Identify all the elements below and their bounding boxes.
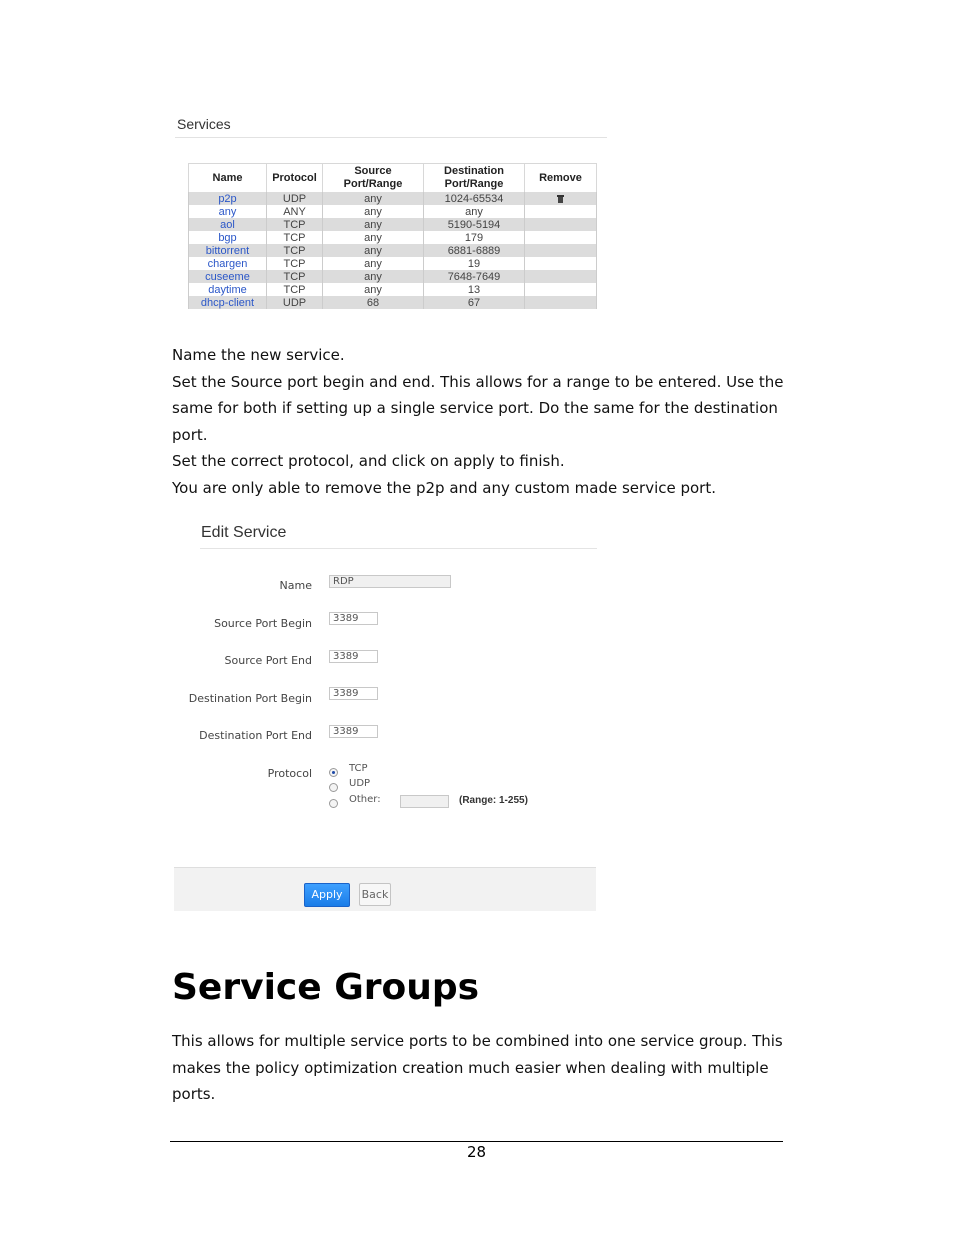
remove-cell [525,218,597,231]
table-row [189,283,597,296]
trash-icon[interactable] [557,195,564,203]
instruction-line: Set the Source port begin and end. This allows for a range to be entered. Use the same for both if setting up a single service port. Do the same for the destination port. [172,372,784,444]
table-row [189,192,597,205]
service-protocol: UDP [267,192,323,205]
destination-port-begin-label: Destination Port Begin [188,692,312,705]
protocol-udp-radio[interactable] [329,783,338,792]
protocol-tcp-radio[interactable] [329,768,338,777]
remove-cell [525,205,597,218]
protocol-label: Protocol [267,767,312,780]
service-source: any [323,218,424,231]
destination-port-end-label: Destination Port End [199,729,312,742]
header-destination-line1: Destination [444,165,504,177]
table-row [189,296,597,309]
service-destination: 7648-7649 [424,270,525,283]
header-destination[interactable] [424,164,525,193]
service-source: any [323,205,424,218]
service-name-link[interactable]: any [189,205,267,218]
service-destination: 6881-6889 [424,244,525,257]
service-name-link[interactable]: p2p [189,192,267,205]
protocol-tcp-label: TCP [349,763,368,774]
services-divider [175,137,607,138]
destination-port-end-input[interactable]: 3389 [329,725,378,738]
table-row [189,257,597,270]
service-protocol: UDP [267,296,323,309]
service-source: any [323,231,424,244]
service-protocol: TCP [267,270,323,283]
service-source: any [323,257,424,270]
table-row [189,205,597,218]
service-source: any [323,192,424,205]
protocol-udp-label: UDP [349,778,371,789]
instruction-line: You are only able to remove the p2p and any custom made service port. [172,478,716,497]
header-source[interactable]: Source Port/Range [323,164,424,193]
header-protocol[interactable]: Protocol [267,164,323,193]
remove-cell [525,231,597,244]
service-protocol: TCP [267,231,323,244]
back-button[interactable]: Back [359,883,391,906]
protocol-other-label: Other: [349,794,381,805]
service-destination: 67 [424,296,525,309]
service-name-link[interactable]: dhcp-client [189,296,267,309]
protocol-range-note: (Range: 1-255) [459,795,528,806]
table-row [189,231,597,244]
service-destination: any [424,205,525,218]
section-body: This allows for multiple service ports to be combined into one service group. This makes the policy optimization creation much easier when dealing with multiple ports. [172,1032,783,1103]
services-title: Services [177,116,231,132]
service-protocol: TCP [267,244,323,257]
service-protocol: TCP [267,218,323,231]
service-name-link[interactable]: chargen [189,257,267,270]
table-row [189,270,597,283]
remove-cell [525,257,597,270]
remove-cell [525,270,597,283]
instruction-line: Name the new service. [172,346,345,364]
instructions-block [172,342,792,501]
instruction-line: Set the correct protocol, and click on apply to finish. [172,452,565,470]
remove-cell [525,296,597,309]
header-name[interactable]: Name [189,164,267,193]
source-port-end-input[interactable]: 3389 [329,650,378,663]
service-name-link[interactable]: cuseeme [189,270,267,283]
service-destination: 19 [424,257,525,270]
service-name-link[interactable]: bgp [189,231,267,244]
section-heading: Service Groups [172,967,480,1008]
source-port-begin-input[interactable]: 3389 [329,612,378,625]
remove-cell [525,192,597,205]
service-source: any [323,244,424,257]
service-destination: 1024-65534 [424,192,525,205]
service-name-link[interactable]: bittorrent [189,244,267,257]
table-row [189,244,597,257]
destination-port-begin-input[interactable]: 3389 [329,687,378,700]
service-source: any [323,283,424,296]
service-source: 68 [323,296,424,309]
table-row [189,218,597,231]
service-name-link[interactable]: daytime [189,283,267,296]
service-destination: 179 [424,231,525,244]
protocol-other-input[interactable] [400,795,449,808]
protocol-other-radio[interactable] [329,799,338,808]
edit-service-divider [200,548,597,549]
services-table [188,163,597,309]
header-remove: Remove [525,164,597,193]
service-name-link[interactable]: aol [189,218,267,231]
service-destination: 13 [424,283,525,296]
name-field[interactable]: RDP [329,575,451,588]
service-destination: 5190-5194 [424,218,525,231]
source-port-end-label: Source Port End [224,654,312,667]
service-protocol: ANY [267,205,323,218]
source-port-begin-label: Source Port Begin [214,617,312,630]
header-destination-line2: Port/Range [444,178,504,190]
service-protocol: TCP [267,283,323,296]
service-protocol: TCP [267,257,323,270]
name-label: Name [279,579,312,592]
footer-divider [170,1141,783,1142]
edit-service-title: Edit Service [201,524,287,541]
remove-cell [525,283,597,296]
remove-cell [525,244,597,257]
page-number: 28 [466,1143,487,1161]
apply-button[interactable]: Apply [304,883,350,907]
services-header-row [189,164,597,193]
service-source: any [323,270,424,283]
